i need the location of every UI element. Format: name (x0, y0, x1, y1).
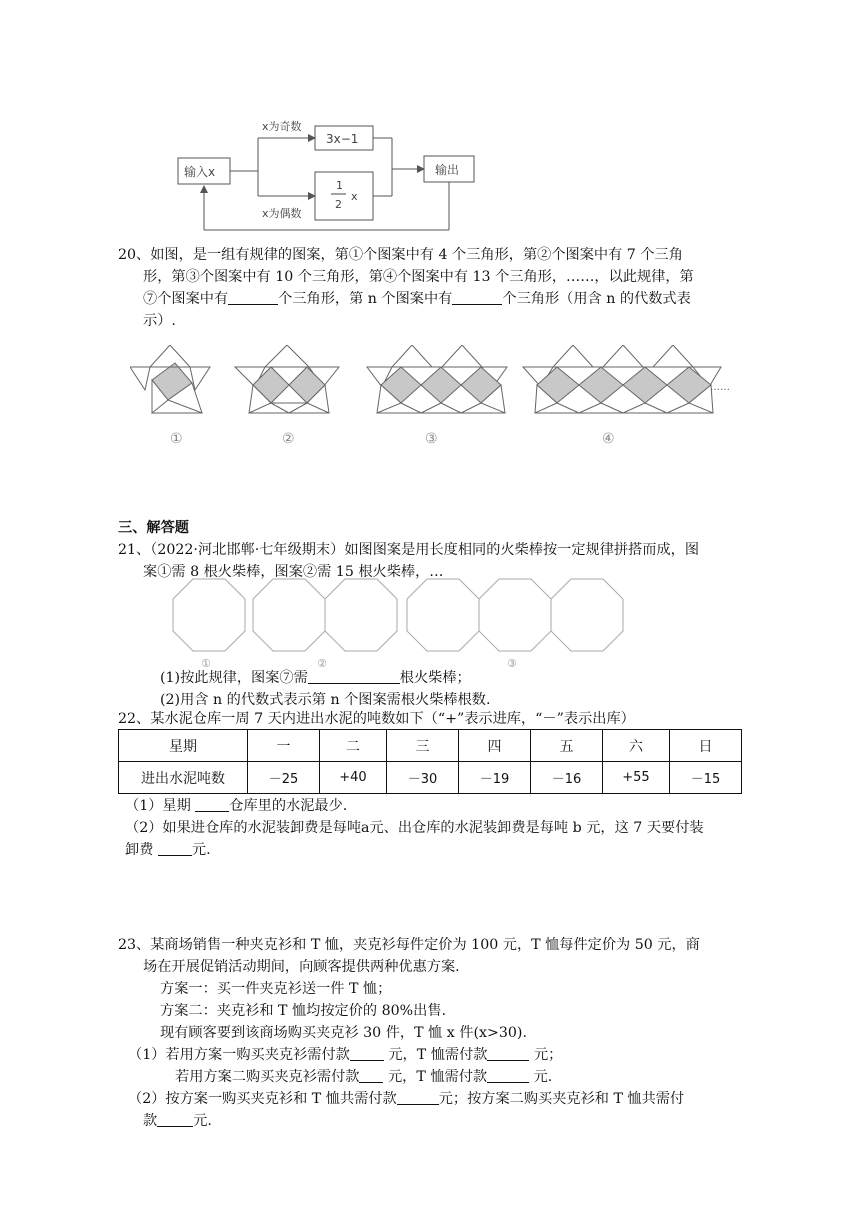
q21-part1-b: 根火柴棒； (399, 670, 471, 686)
table-cell: －19 (458, 762, 530, 794)
table-cell: 六 (602, 730, 669, 762)
pattern-3 (367, 345, 507, 413)
q22-part2: （2）如果进仓库的水泥装卸费是每吨a元、出仓库的水泥装卸费是每吨 b 元，这 7 天要付装 (125, 820, 704, 836)
q21-part1-a: (1)按此规律，图案⑦需 (160, 670, 308, 686)
q22-part1-a: （1）星期 (125, 798, 191, 814)
q23-plan2: 方案二：夹克衫和 T 恤均按定价的 80%出售. (160, 1003, 447, 1019)
even-expr-var: x (351, 190, 358, 203)
table-cell: 三 (387, 730, 459, 762)
table-cell: 进出水泥吨数 (119, 762, 248, 794)
table-cell: +55 (602, 762, 669, 794)
q23-line1: 23、某商场销售一种夹克衫和 T 恤，夹克衫每件定价为 100 元，T 恤每件定价为 50 元，商 (118, 937, 700, 953)
table-row (119, 730, 742, 762)
q22-part1 (125, 796, 347, 816)
answer-blank (195, 797, 229, 812)
octagon (551, 579, 623, 651)
q22-part1-b: 仓库里的水泥最少. (229, 798, 348, 814)
table-cell: －25 (248, 762, 320, 794)
answer-blank (228, 290, 278, 305)
q20-line3-b: 个三角形，第 n 个图案中有 (278, 291, 453, 307)
q23-p1b-c: 元. (533, 1069, 553, 1085)
section-title: 三、解答题 (118, 520, 189, 536)
q23-p2-c: 款 (143, 1113, 158, 1129)
q21-part2: (2)用含 n 的代数式表示第 n 个图案需根火柴棒根数. (160, 692, 491, 708)
q23-p1b (175, 1067, 552, 1087)
cement-table (118, 729, 742, 794)
answer-blank (487, 1068, 529, 1083)
q23-p1-b: 元，T 恤需付款 (388, 1047, 488, 1063)
q23-p2-d: 元. (193, 1113, 212, 1129)
table-cell: 一 (248, 730, 320, 762)
odd-expr: 3x−1 (326, 132, 359, 146)
octagon (407, 579, 479, 651)
octagon-patterns (165, 575, 625, 670)
pattern-4 (523, 345, 721, 413)
octagon-label-2: ② (317, 657, 327, 670)
even-expr-den: 2 (335, 198, 342, 211)
table-cell: 日 (669, 730, 741, 762)
q20-line3 (143, 289, 691, 309)
odd-label: x为奇数 (262, 120, 302, 133)
pattern-label-3: ③ (425, 431, 438, 447)
octagon (325, 579, 397, 651)
q20-line3-c: 个三角形（用含 n 的代数式表 (502, 291, 691, 307)
octagon-label-1: ① (201, 657, 211, 670)
even-expr-box (315, 172, 373, 220)
table-cell: +40 (319, 762, 386, 794)
q23-p2 (128, 1089, 684, 1109)
output-label: 输出 (435, 163, 460, 177)
answer-blank (487, 1046, 529, 1061)
answer-blank (350, 1046, 384, 1061)
table-cell: －16 (530, 762, 602, 794)
pattern-1 (130, 345, 210, 413)
q20-line2: 形，第③个图案中有 10 个三角形，第④个图案中有 13 个三角形，……，以此规律，第 (143, 269, 694, 285)
q22-part2-c: 元. (191, 842, 211, 858)
q21-line2: 案①需 8 根火柴棒，图案②需 15 根火柴棒，… (143, 564, 444, 580)
q23-p1 (128, 1045, 562, 1065)
table-cell: 星期 (119, 730, 248, 762)
q23-p1b-b: 元，T 恤需付款 (387, 1069, 488, 1085)
q23-line2: 场在开展促销活动期间，向顾客提供两种优惠方案. (143, 959, 460, 975)
table-cell: －30 (387, 762, 459, 794)
pattern-dots: …… (710, 382, 730, 393)
q20-line4: 示）. (143, 313, 176, 329)
q22-line1: 22、某水泥仓库一周 7 天内进出水泥的吨数如下（“+”表示进库，“－”表示出库） (118, 711, 635, 727)
q23-p1b-a: 若用方案二购买夹克衫需付款 (175, 1069, 360, 1085)
table-cell: 五 (530, 730, 602, 762)
q20-line1: 20、如图，是一组有规律的图案，第①个图案中有 4 个三角形，第②个图案中有 7 个三角 (118, 247, 683, 263)
flowchart (170, 110, 490, 235)
answer-blank (308, 669, 400, 684)
answer-blank (158, 841, 192, 856)
answer-blank (397, 1090, 439, 1105)
triangle-patterns (130, 345, 760, 460)
q23-p1-c: 元； (533, 1047, 563, 1063)
answer-blank (157, 1112, 193, 1127)
q22-part2-b: 卸费 (125, 842, 154, 858)
input-label: 输入x (184, 165, 216, 179)
q20-line3-a: ⑦个图案中有 (143, 291, 229, 307)
octagon (173, 579, 245, 651)
table-cell: －15 (669, 762, 741, 794)
pattern-2 (235, 345, 339, 413)
even-expr-num: 1 (336, 179, 343, 192)
pattern-label-2: ② (282, 431, 295, 447)
pattern-label-4: ④ (602, 431, 615, 447)
q21-part1 (160, 668, 471, 688)
pattern-label-1: ① (170, 431, 183, 447)
q21-line1: 21、（2022·河北邯郸·七年级期末）如图图案是用长度相同的火柴棒按一定规律拼搭而成，图 (118, 542, 700, 558)
q23-p2-b: 元；按方案二购买夹克衫和 T 恤共需付 (438, 1091, 685, 1107)
octagon (479, 579, 551, 651)
answer-blank (359, 1068, 383, 1083)
table-row (119, 762, 742, 794)
q23-p1-a: （1）若用方案一购买夹克衫需付款 (128, 1047, 350, 1063)
answer-blank (452, 290, 502, 305)
q23-plan1: 方案一：买一件夹克衫送一件 T 恤； (160, 981, 392, 997)
octagon-label-3: ③ (507, 657, 517, 670)
octagon (253, 579, 325, 651)
q23-p2-a: （2）按方案一购买夹克衫和 T 恤共需付款 (128, 1091, 397, 1107)
q23-line5: 现有顾客要到该商场购买夹克衫 30 件，T 恤 x 件(x>30). (160, 1025, 527, 1041)
table-cell: 二 (319, 730, 386, 762)
even-label: x为偶数 (262, 207, 302, 220)
q22-part2-cont (125, 840, 211, 860)
table-cell: 四 (458, 730, 530, 762)
q23-p2-cont (143, 1111, 212, 1131)
